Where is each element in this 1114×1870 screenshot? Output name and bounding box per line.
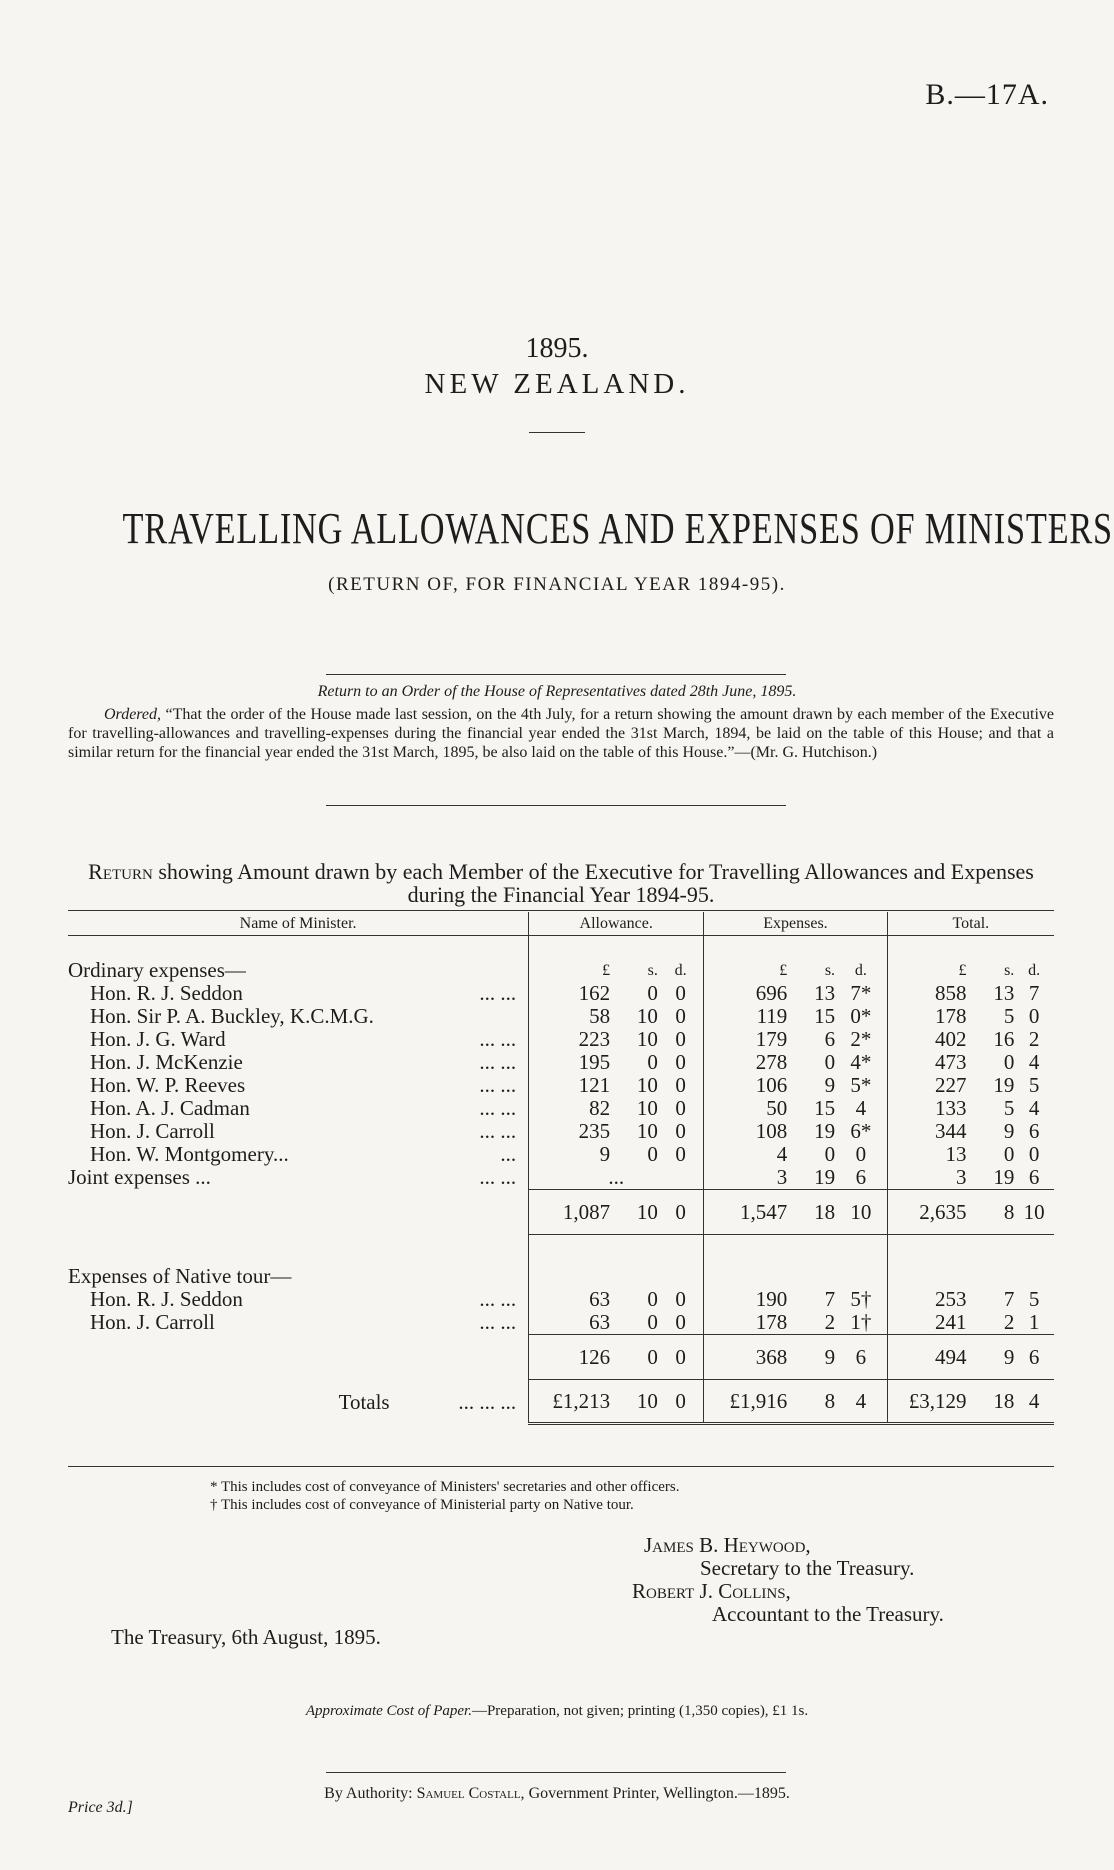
minister-name: Hon. W. P. Reeves (90, 1073, 246, 1097)
table-row (68, 1265, 1054, 1288)
cell-shillings: 13 (993, 981, 1015, 1005)
cell-shillings: 0 (1003, 1050, 1015, 1074)
leader-dots: ... ... (404, 982, 529, 1005)
ordered-text: “That the order of the House made last session, on the 4th July, for a return showing the amount drawn by each member of the Executive for travelling-allowances and travelling-expenses during the financial year ended the 31st March, 1894, be laid on the table of this House; and that a similar return for the financial year ended the 31st March, 1895, be also laid on the table of this House.”—(Mr. G. Hutchison.) (68, 706, 1055, 761)
subtotal-row (68, 1335, 1054, 1380)
leader-dots: ... (404, 1143, 529, 1166)
cell-shillings: 9 (971, 1335, 1015, 1380)
table-row (68, 1051, 1054, 1074)
document-subtitle: (RETURN OF, FOR FINANCIAL YEAR 1894-95). (328, 574, 786, 595)
cell-shillings: 19 (993, 1165, 1015, 1189)
cell-pounds: 133 (935, 1096, 967, 1120)
cell-shillings: 10 (636, 1004, 658, 1028)
minister-name: Hon. J. Carroll (90, 1310, 215, 1335)
cell-shillings: 7 (1003, 1287, 1015, 1311)
minister-name: Hon. J. McKenzie (90, 1050, 243, 1074)
cell-shillings: 18 (791, 1190, 835, 1235)
cell-shillings: 9 (824, 1073, 836, 1097)
table-row (68, 1074, 1054, 1097)
cell-pence: 5† (835, 1288, 887, 1311)
table-row (68, 1166, 1054, 1190)
joint-allowance: ... (529, 1166, 704, 1190)
cell-pounds: 9 (599, 1142, 611, 1166)
cell-pence: 0 (658, 1143, 704, 1166)
table-row (68, 982, 1054, 1005)
cell-shillings: 2 (824, 1310, 836, 1334)
cell-pounds: £1,916 (704, 1380, 792, 1424)
cost-label: Approximate Cost of Paper. (305, 1703, 472, 1719)
cell-shillings: 0 (647, 981, 658, 1005)
cell-pounds: 368 (704, 1335, 792, 1380)
cell-pounds: 179 (755, 1027, 788, 1051)
cell-pence: 10 (1014, 1190, 1054, 1235)
cell-pence: 2* (835, 1028, 887, 1051)
cell-pounds: 178 (935, 1004, 967, 1028)
cell-shillings: 2 (1003, 1310, 1015, 1334)
cell-pounds: 253 (935, 1287, 967, 1311)
cell-pence: 1 (1028, 1310, 1040, 1334)
cell-pounds: 121 (578, 1073, 611, 1097)
cell-shillings: 19 (814, 1119, 836, 1143)
cell-pounds: 63 (589, 1287, 611, 1311)
ordinary-label: Ordinary expenses— (68, 958, 246, 982)
divider-top (326, 674, 786, 675)
cell-pounds: 162 (578, 981, 611, 1005)
cell-pence: 4 (1014, 1380, 1054, 1424)
minister-name: Hon. A. J. Cadman (90, 1096, 250, 1120)
cell-pounds: 1,547 (704, 1190, 792, 1235)
cell-pence: 0 (658, 1311, 704, 1335)
cell-pence: 6* (835, 1120, 887, 1143)
cell-shillings: 16 (993, 1027, 1015, 1051)
cell-pence: 0 (658, 982, 704, 1005)
cell-pence: 10 (835, 1190, 887, 1235)
cell-pence: 5 (1028, 1073, 1040, 1097)
table-row (68, 1311, 1054, 1335)
cell-shillings: 10 (636, 1027, 658, 1051)
table-top-rule (68, 910, 1054, 911)
cell-pounds: £1,213 (529, 1380, 614, 1424)
signatory-2-title: Accountant to the Treasury. (712, 1602, 944, 1626)
cell-shillings: 0 (647, 1142, 658, 1166)
authority-line (0, 1785, 1114, 1803)
leader-dots: ... ... (404, 1120, 529, 1143)
signatory-1-title: Secretary to the Treasury. (700, 1556, 915, 1580)
cell-shillings: 18 (971, 1380, 1015, 1424)
cell-pounds: 278 (755, 1050, 788, 1074)
cell-pence: 0 (658, 1097, 704, 1120)
cost-note (0, 1703, 1114, 1720)
cell-pounds: 235 (578, 1119, 611, 1143)
cell-shillings: 6 (824, 1027, 836, 1051)
cell-pounds: 3 (956, 1165, 967, 1189)
cell-pence: 6 (1014, 1335, 1054, 1380)
cell-pounds: 4 (776, 1142, 788, 1166)
subtotal-row (68, 1190, 1054, 1235)
cell-pence: 7* (835, 982, 887, 1005)
cell-shillings: 0 (824, 1050, 836, 1074)
cell-pounds: 494 (887, 1335, 970, 1380)
minister-name: Hon. R. J. Seddon (90, 981, 243, 1005)
authority-lead: By Authority: (324, 1785, 413, 1802)
cell-shillings: 10 (636, 1119, 658, 1143)
table-row (68, 1028, 1054, 1051)
unit-pound: £ (958, 962, 967, 979)
cell-shillings: 5 (1003, 1096, 1015, 1120)
leader-dots: ... ... (404, 1311, 529, 1335)
leader-dots: ... ... (404, 1051, 529, 1074)
cell-pence: 0 (658, 1288, 704, 1311)
unit-pence: d. (835, 959, 887, 982)
cell-pence: 6 (835, 1166, 887, 1190)
cell-shillings: 8 (971, 1190, 1015, 1235)
cell-pence: 1† (835, 1311, 887, 1335)
order-line: Return to an Order of the House of Representatives dated 28th June, 1895. (317, 683, 797, 700)
table-header-row (68, 912, 1054, 936)
cell-pence: 6 (1028, 1165, 1040, 1189)
cell-shillings: 19 (814, 1165, 836, 1189)
leader-dots: ... ... (404, 1074, 529, 1097)
cell-pence: 0 (1028, 1142, 1040, 1166)
cell-pence: 0 (658, 1028, 704, 1051)
leader-dots: ... ... (404, 1097, 529, 1120)
footer-divider (326, 1772, 786, 1773)
cell-pence: 4 (835, 1380, 887, 1424)
minister-name: Hon. Sir P. A. Buckley, K.C.M.G. (90, 1004, 374, 1028)
unit-shilling: s. (647, 962, 658, 979)
cell-shillings: 19 (993, 1073, 1015, 1097)
cell-pence: 0 (658, 1051, 704, 1074)
totals-label: Totals (338, 1389, 390, 1414)
cell-pence: 7 (1028, 981, 1040, 1005)
cell-pounds: 50 (766, 1096, 788, 1120)
document-reference: B.—17A. (925, 78, 1049, 111)
table-row (68, 1120, 1054, 1143)
return-heading-text: showing Amount drawn by each Member of the Executive for Travelling Allowances and Expenses during the Financial Year 1894-95. (158, 859, 1034, 907)
signatory-2-name: Robert J. Collins, (632, 1579, 791, 1603)
joint-label: Joint expenses ... (68, 1165, 211, 1190)
divider-bottom (326, 805, 786, 806)
document-year: 1895. (525, 333, 589, 364)
unit-shilling: s. (1004, 962, 1015, 979)
cell-pence: 0* (835, 1005, 887, 1028)
price: Price 3d.] (68, 1799, 133, 1816)
unit-pence: d. (658, 959, 704, 982)
cell-pence: 0 (1028, 1004, 1040, 1028)
cell-pence: 0 (658, 1005, 704, 1028)
cell-shillings: 15 (814, 1004, 836, 1028)
cell-shillings: 8 (791, 1380, 835, 1424)
document-title: TRAVELLING ALLOWANCES AND EXPENSES OF MINISTERS (122, 504, 1113, 553)
header-name: Name of Minister. (68, 912, 529, 936)
cell-pounds: 3 (776, 1165, 788, 1189)
totals-row (68, 1380, 1054, 1424)
cell-pounds: 223 (578, 1027, 611, 1051)
cell-pounds: 63 (589, 1310, 611, 1334)
cell-pounds: 13 (945, 1142, 967, 1166)
footnote-dagger: † This includes cost of conveyance of Ministerial party on Native tour. (210, 1497, 634, 1513)
return-heading-lead: Return (88, 859, 153, 884)
order-paragraph (68, 705, 1054, 762)
unit-pound: £ (779, 962, 788, 979)
cell-pounds: 82 (589, 1096, 611, 1120)
unit-pound: £ (602, 962, 611, 979)
cell-pence: 4 (1028, 1096, 1040, 1120)
leader-dots (404, 1005, 529, 1028)
place-date: The Treasury, 6th August, 1895. (111, 1625, 381, 1649)
footnotes (210, 1478, 680, 1514)
cell-pounds: 1,087 (529, 1190, 614, 1235)
cell-pence: 5* (835, 1074, 887, 1097)
table-row (68, 959, 1054, 982)
cell-pence: 5 (1028, 1287, 1040, 1311)
printer-name: Samuel Costall, (416, 1785, 525, 1802)
cell-pence: 0 (658, 1120, 704, 1143)
cell-shillings: 10 (614, 1190, 658, 1235)
cell-shillings: 7 (824, 1287, 836, 1311)
cell-pounds: 108 (755, 1119, 788, 1143)
cell-shillings: 13 (814, 981, 836, 1005)
cell-pence: 4 (1028, 1050, 1040, 1074)
cell-shillings: 10 (614, 1380, 658, 1424)
cell-pounds: 126 (529, 1335, 614, 1380)
header-expenses: Expenses. (704, 912, 887, 936)
cell-pounds: 58 (589, 1004, 611, 1028)
cell-shillings: 0 (614, 1335, 658, 1380)
cell-pounds: 402 (935, 1027, 967, 1051)
cell-shillings: 0 (1003, 1142, 1015, 1166)
cell-pounds: 190 (755, 1287, 788, 1311)
short-divider (529, 432, 585, 433)
cell-pounds: 2,635 (887, 1190, 970, 1235)
leader-dots: ... ... (404, 1166, 529, 1190)
return-heading (68, 860, 1054, 906)
country-heading: NEW ZEALAND. (424, 368, 690, 400)
cell-pounds: 696 (755, 981, 788, 1005)
cell-pounds: 344 (935, 1119, 967, 1143)
cell-shillings: 0 (824, 1142, 836, 1166)
cell-pounds: 241 (935, 1310, 967, 1334)
cell-pence: 0 (658, 1380, 704, 1424)
cell-shillings: 9 (791, 1335, 835, 1380)
cell-pence: 0 (835, 1143, 887, 1166)
cell-shillings: 10 (636, 1073, 658, 1097)
footnote-star: * This includes cost of conveyance of Ministers' secretaries and other officers. (210, 1479, 680, 1495)
cell-pence: 0 (658, 1074, 704, 1097)
cell-pence: 4* (835, 1051, 887, 1074)
cell-pounds: 473 (935, 1050, 967, 1074)
cell-shillings: 10 (636, 1096, 658, 1120)
minister-name: Hon. R. J. Seddon (90, 1287, 243, 1311)
table-row (68, 1288, 1054, 1311)
table-row (68, 1143, 1054, 1166)
table-row (68, 1097, 1054, 1120)
authority-rest: Government Printer, Wellington.—1895. (528, 1785, 790, 1802)
table-row (68, 1005, 1054, 1028)
cell-pence: 0 (658, 1190, 704, 1235)
cell-pounds: 227 (935, 1073, 967, 1097)
cell-pence: 0 (658, 1335, 704, 1380)
cell-pence: 6 (835, 1335, 887, 1380)
cell-pounds: 119 (756, 1004, 788, 1028)
ordered-label: Ordered, (104, 706, 162, 723)
cell-shillings: 0 (647, 1310, 658, 1334)
cost-text: —Preparation, not given; printing (1,350 copies), £1 1s. (471, 1703, 809, 1719)
cell-shillings: 5 (1003, 1004, 1015, 1028)
signature-block (632, 1533, 944, 1626)
header-total: Total. (887, 912, 1054, 936)
cell-shillings: 15 (814, 1096, 836, 1120)
leader-dots: ... ... ... (404, 1380, 529, 1424)
cell-pounds: 195 (578, 1050, 611, 1074)
minister-name: Hon. J. G. Ward (90, 1027, 226, 1051)
cell-pence: 4 (835, 1097, 887, 1120)
native-label: Expenses of Native tour— (68, 1264, 292, 1288)
cell-pounds: 178 (755, 1310, 788, 1334)
cell-pounds: 106 (755, 1073, 788, 1097)
cell-pounds: 858 (935, 981, 967, 1005)
header-allowance: Allowance. (529, 912, 704, 936)
cell-pounds: £3,129 (887, 1380, 970, 1424)
signatory-1-name: James B. Heywood, (644, 1533, 811, 1557)
cell-shillings: 0 (647, 1287, 658, 1311)
cell-pence: 2 (1028, 1027, 1040, 1051)
cell-pence: 6 (1028, 1119, 1040, 1143)
leader-dots: ... ... (404, 1288, 529, 1311)
cell-shillings: 0 (647, 1050, 658, 1074)
unit-shilling: s. (824, 962, 836, 979)
minister-name: Hon. W. Montgomery... (90, 1142, 289, 1166)
return-table (68, 912, 1054, 1447)
table-bottom-rule (68, 1466, 1054, 1467)
unit-pence: d. (1028, 962, 1041, 979)
cell-shillings: 9 (1003, 1119, 1015, 1143)
leader-dots: ... ... (404, 1028, 529, 1051)
minister-name: Hon. J. Carroll (90, 1119, 215, 1143)
